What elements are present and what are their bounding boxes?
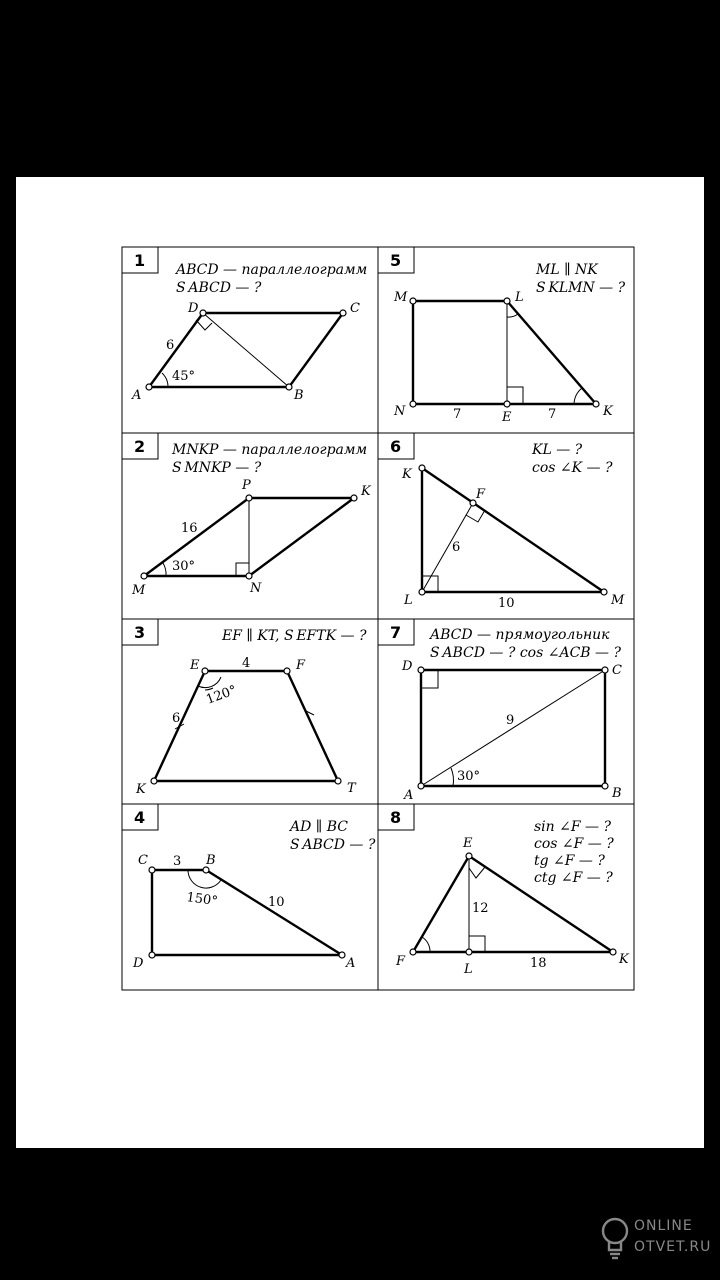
question-text: S ABCD — ? [176, 280, 262, 296]
segment-label: 7 [548, 407, 557, 422]
vertex-point [504, 298, 510, 304]
condition-text: ML ∥ NK [536, 262, 598, 278]
angle-label: 45° [172, 369, 196, 384]
vertex-label: A [132, 388, 142, 403]
condition-text: ABCD — прямоугольник [430, 627, 610, 643]
vertex-label: D [188, 301, 199, 316]
side-length-label: 10 [268, 895, 285, 910]
problem-1 [122, 247, 367, 403]
problem-8 [378, 804, 630, 977]
task-number: 6 [390, 437, 402, 456]
vertex-label: F [396, 954, 406, 969]
vertex-label: C [350, 301, 360, 316]
angle-label: 30° [457, 769, 481, 784]
question-text: S ABCD — ? [290, 837, 376, 853]
vertex-point [340, 310, 346, 316]
right-angle-mark [466, 510, 485, 522]
angle-label: 30° [172, 559, 196, 574]
vertex-point [593, 401, 599, 407]
question-text: sin ∠F — ? [534, 819, 611, 835]
vertex-label: M [611, 593, 625, 608]
vertex-label: E [463, 836, 473, 851]
question-text: S MNKP — ? [172, 460, 262, 476]
vertex-label: K [603, 404, 613, 419]
vertex-point [410, 949, 416, 955]
top-base-label: 4 [242, 656, 251, 671]
angle-arc [162, 373, 168, 387]
angle-label: 150° [185, 890, 219, 910]
task-number: 7 [390, 623, 402, 642]
vertex-point [284, 668, 290, 674]
vertex-label: L [464, 962, 473, 977]
vertex-point [419, 589, 425, 595]
task-number: 1 [134, 251, 146, 270]
question-text: cos ∠F — ? [534, 836, 614, 852]
base-label: 10 [498, 596, 515, 611]
vertex-point [410, 298, 416, 304]
vertex-label: E [190, 658, 200, 673]
vertex-point [610, 949, 616, 955]
angle-arc [205, 688, 213, 690]
task-number: 8 [390, 808, 402, 827]
vertex-label: D [133, 956, 144, 971]
vertex-label: F [296, 658, 306, 673]
height-segment [422, 503, 473, 592]
vertex-label: N [394, 404, 406, 419]
vertex-label: T [347, 781, 356, 796]
angle-label: 120° [204, 682, 239, 708]
trapezoid [413, 301, 596, 404]
vertex-point [602, 667, 608, 673]
vertex-label: K [361, 484, 371, 499]
vertex-label: C [138, 853, 148, 868]
diagonal-label: 9 [506, 713, 515, 728]
problem-5 [378, 247, 626, 425]
vertex-label: M [132, 583, 146, 598]
vertex-label: A [404, 788, 414, 803]
vertex-label: L [404, 593, 413, 608]
height-label: 12 [472, 901, 489, 916]
vertex-point [466, 949, 472, 955]
question-text: tg ∠F — ? [534, 853, 605, 869]
vertex-label: N [250, 581, 262, 596]
base-label: 18 [530, 956, 547, 971]
vertex-label: M [394, 290, 408, 305]
condition-text: KL — ? [532, 442, 583, 458]
vertex-point [246, 573, 252, 579]
top-base-label: 3 [173, 854, 182, 869]
side-length-label: 6 [166, 338, 175, 353]
vertex-point [149, 867, 155, 873]
vertex-point [335, 778, 341, 784]
vertex-label: A [346, 956, 356, 971]
vertex-point [149, 952, 155, 958]
angle-arc [163, 563, 166, 576]
diagonal [421, 670, 605, 786]
vertex-point [410, 401, 416, 407]
problem-3 [122, 619, 367, 797]
vertex-label: K [402, 467, 412, 482]
vertex-label: P [242, 478, 251, 493]
vertex-point [286, 384, 292, 390]
vertex-label: B [206, 853, 216, 868]
angle-arc [422, 937, 430, 952]
condition-text: AD ∥ BC [290, 819, 348, 835]
vertex-point [418, 783, 424, 789]
condition-text: ABCD — параллелограмм [176, 262, 368, 278]
angle-arc [507, 314, 518, 317]
question-text: S ABCD — ? cos ∠ACB — ? [430, 645, 621, 661]
vertex-point [504, 401, 510, 407]
vertex-point [419, 465, 425, 471]
side-length-label: 6 [172, 711, 181, 726]
trapezoid [152, 870, 342, 955]
question-text: ctg ∠F — ? [534, 870, 613, 886]
vertex-point [351, 495, 357, 501]
height-segment [203, 313, 289, 387]
vertex-point [202, 668, 208, 674]
lightbulb-icon [600, 1216, 630, 1264]
vertex-point [418, 667, 424, 673]
vertex-label: D [402, 659, 413, 674]
task-number: 5 [390, 251, 402, 270]
question-text: cos ∠K — ? [532, 460, 613, 476]
problem-7 [378, 619, 622, 803]
vertex-point [151, 778, 157, 784]
site-watermark [600, 1212, 712, 1268]
segment-label: 7 [453, 407, 462, 422]
worksheet [16, 177, 704, 1148]
watermark-line-2: OTVET.RU [634, 1239, 712, 1255]
vertex-point [601, 589, 607, 595]
vertex-label: E [502, 410, 512, 425]
vertex-point [602, 783, 608, 789]
vertex-label: F [476, 487, 486, 502]
problem-2 [122, 433, 372, 598]
right-angle-mark [421, 670, 438, 688]
task-number: 2 [134, 437, 146, 456]
vertex-label: B [294, 388, 304, 403]
question-text: S KLMN — ? [536, 280, 626, 296]
vertex-label: L [515, 290, 524, 305]
watermark-line-1: ONLINE [634, 1218, 693, 1234]
right-triangle [422, 468, 604, 592]
vertex-label: K [619, 952, 629, 967]
side-length-label: 16 [181, 521, 198, 536]
vertex-point [200, 310, 206, 316]
vertex-label: K [136, 782, 146, 797]
right-angle-mark [469, 867, 485, 878]
problem-6 [378, 433, 625, 611]
angle-arc [451, 768, 453, 786]
right-angle-mark [196, 320, 212, 330]
vertex-point [141, 573, 147, 579]
condition-text: MNKP — параллелограмм [172, 442, 368, 458]
vertex-point [339, 952, 345, 958]
vertex-label: C [612, 663, 622, 678]
height-label: 6 [452, 540, 461, 555]
vertex-label: B [612, 786, 622, 801]
task-number: 4 [134, 808, 146, 827]
problem-4 [122, 804, 376, 971]
vertex-point [246, 495, 252, 501]
vertex-point [146, 384, 152, 390]
geometry-worksheet-diagram [16, 177, 704, 1148]
trapezoid [154, 671, 338, 781]
task-number: 3 [134, 623, 146, 642]
condition-text: EF ∥ KT, S EFTK — ? [222, 628, 367, 644]
angle-arc [574, 388, 582, 404]
vertex-point [466, 853, 472, 859]
